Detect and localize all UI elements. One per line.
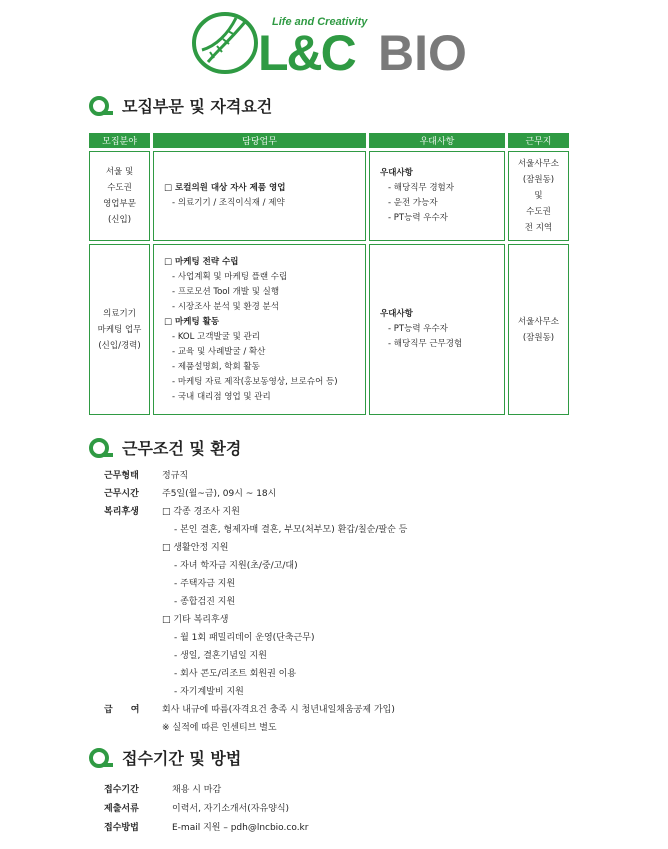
section-title-conditions: 근무조건 및 환경 <box>88 436 241 459</box>
dna-logo-icon <box>190 10 260 76</box>
docs-value: 이력서, 자기소개서(자유양식) <box>172 804 290 814</box>
header-field: 모집분야 <box>89 133 150 148</box>
welfare-line: - 종합검진 지원 <box>174 597 236 607</box>
period-value: 채용 시 마감 <box>172 785 222 795</box>
header-preference: 우대사항 <box>369 133 505 148</box>
q-bullet-icon <box>88 95 114 117</box>
q-bullet-icon <box>88 747 114 769</box>
header-location: 근무지 <box>508 133 569 148</box>
method-value: E-mail 지원 – pdh@lncbio.co.kr <box>172 823 309 833</box>
row1-location: 서울사무소 (잠원동) 및 수도권 전 지역 <box>508 151 569 241</box>
welfare-line: - 생일, 결혼기념일 지원 <box>174 651 267 661</box>
section-title-recruit: 모집부문 및 자격요건 <box>88 94 272 117</box>
welfare-line: - 월 1회 패밀리데이 운영(단축근무) <box>174 633 315 643</box>
table-row <box>89 151 569 241</box>
salary-line: ※ 실적에 따른 인센티브 별도 <box>162 723 277 733</box>
logo-bio-text: BIO <box>378 25 467 81</box>
section-title-apply: 접수기간 및 방법 <box>88 746 241 769</box>
docs-label: 제출서류 <box>104 804 139 814</box>
table-row <box>89 244 569 415</box>
row2-preference: 우대사항 - PT능력 우수자 - 해당직무 근무경험 <box>369 244 505 415</box>
row1-duty: □ 로컬의원 대상 자사 제품 영업 - 의료기기 / 조직이식재 / 제약 <box>153 151 366 241</box>
method-label: 접수방법 <box>104 823 139 833</box>
recruitment-table <box>86 130 572 418</box>
company-logo <box>190 8 480 81</box>
type-value: 정규직 <box>162 471 189 481</box>
welfare-line: - 자녀 학자금 지원(초/중/고/대) <box>174 561 298 571</box>
header-duty: 담당업무 <box>153 133 366 148</box>
welfare-line: - 본인 결혼, 형제자매 결혼, 부모(처부모) 환갑/칠순/팔순 등 <box>174 525 408 535</box>
welfare-line: □ 기타 복리후생 <box>162 615 229 625</box>
type-label: 근무형태 <box>104 471 139 481</box>
row1-preference: 우대사항 - 해당직무 경험자 - 운전 가능자 - PT능력 우수자 <box>369 151 505 241</box>
welfare-line: - 주택자금 지원 <box>174 579 236 589</box>
welfare-label: 복리후생 <box>104 507 139 517</box>
welfare-line: - 회사 콘도/리조트 회원권 이용 <box>174 669 297 679</box>
hours-label: 근무시간 <box>104 489 139 499</box>
q-bullet-icon <box>88 437 114 459</box>
logo-tagline: Life and Creativity <box>272 16 368 28</box>
welfare-line: □ 각종 경조사 지원 <box>162 507 240 517</box>
row1-field: 서울 및 수도권 영업부문 (신입) <box>89 151 150 241</box>
period-label: 접수기간 <box>104 785 139 795</box>
salary-label: 급 여 <box>104 705 140 715</box>
welfare-line: - 자기계발비 지원 <box>174 687 244 697</box>
logo-lc-text: L&C <box>258 25 355 81</box>
welfare-line: □ 생활안정 지원 <box>162 543 229 553</box>
hours-value: 주5일(월~금), 09시 ~ 18시 <box>162 489 277 499</box>
row2-duty: □ 마케팅 전략 수립 - 사업계획 및 마케팅 플랜 수립 - 프로모션 Tool 개발 및 실행 - 시장조사 분석 및 환경 분석 □ 마케팅 활동 - KOL 고객발굴 및 관리 - 교육 및 사례발굴 / 확산 - 제품설명회, 학회 활동 - 마케팅 자료 제작(홍보동영상, 브로슈어 등) - 국내 대리점 영업 및 관리 <box>153 244 366 415</box>
row2-field: 의료기기 마케팅 업무 (신입/경력) <box>89 244 150 415</box>
row2-location: 서울사무소 (잠원동) <box>508 244 569 415</box>
salary-line: 회사 내규에 따름(자격요건 충족 시 청년내일채움공제 가입) <box>162 705 395 715</box>
